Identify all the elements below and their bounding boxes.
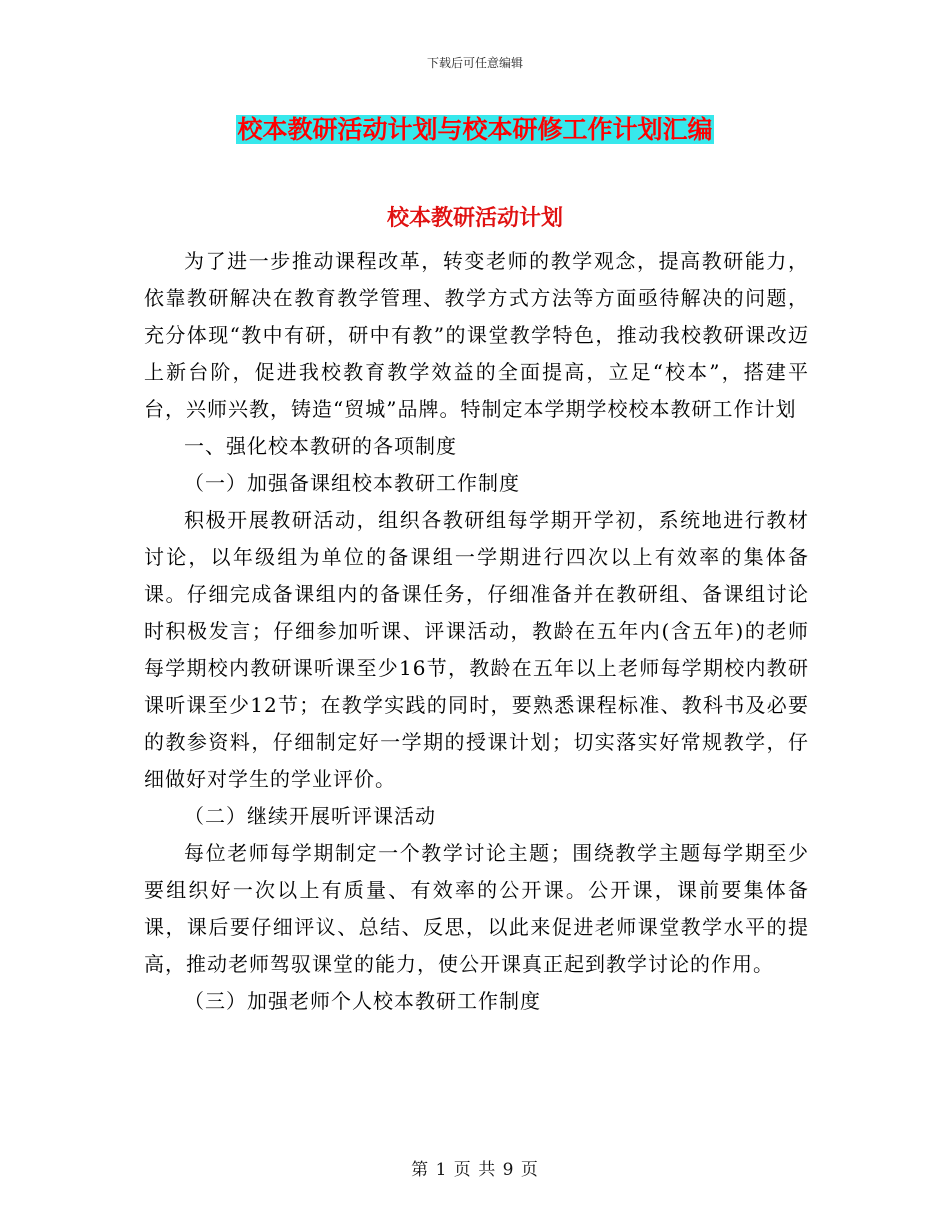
page-number-footer: 第 1 页 共 9 页 — [411, 1160, 539, 1180]
document-title-text: 校本教研活动计划与校本研修工作计划汇编 — [237, 115, 713, 144]
intro-paragraph: 为了进一步推动课程改革，转变老师的教学观念，提高教研能力，依靠教研解决在教育教学管理、教学方式方法等方面亟待解决的问题，充分体现“教中有研，研中有教”的课堂教学特色，推动我校教研课改迈上新台阶，促进我校教育教学效益的全面提高，立足“校本”，搭建平台，兴师兴教，铸造“贸城”品牌。特制定本学期学校校本教研工作计划 — [144, 249, 809, 421]
section-heading-1: 一、强化校本教研的各项制度 — [184, 434, 457, 458]
paragraph-open-class: 每位老师每学期制定一个教学讨论主题；围绕教学主题每学期至少要组织好一次以上有质量、有效率的公开课。公开课，课前要集体备课，课后要仔细评议、总结、反思，以此来促进老师课堂教学水平的提高，推动老师驾驭课堂的能力，使公开课真正起到教学讨论的作用。 — [144, 841, 809, 976]
header-note: 下载后可任意编辑 — [426, 56, 523, 70]
section-title: 校本教研活动计划 — [386, 205, 563, 231]
paragraph-lesson-prep: 积极开展教研活动，组织各教研组每学期开学初，系统地进行教材讨论，以年级组为单位的备课组一学期进行四次以上有效率的集体备课。仔细完成备课组内的备课任务，仔细准备并在教研组、备课组讨论时积极发言；仔细参加听课、评课活动，教龄在五年内(含五年)的老师每学期校内教研课听课至少16节，教龄在五年以上老师每学期校内教研课听课至少12节；在教学实践的同时，要熟悉课程标准、教科书及必要的教参资料，仔细制定好一学期的授课计划；切实落实好常规教学，仔细做好对学生的学业评价。 — [144, 508, 809, 791]
subsection-heading-1: （一）加强备课组校本教研工作制度 — [184, 471, 520, 495]
document-title — [0, 112, 950, 148]
subsection-heading-3: （三）加强老师个人校本教研工作制度 — [184, 989, 541, 1013]
document-body — [144, 243, 809, 1020]
subsection-heading-2: （二）继续开展听评课活动 — [184, 804, 436, 828]
